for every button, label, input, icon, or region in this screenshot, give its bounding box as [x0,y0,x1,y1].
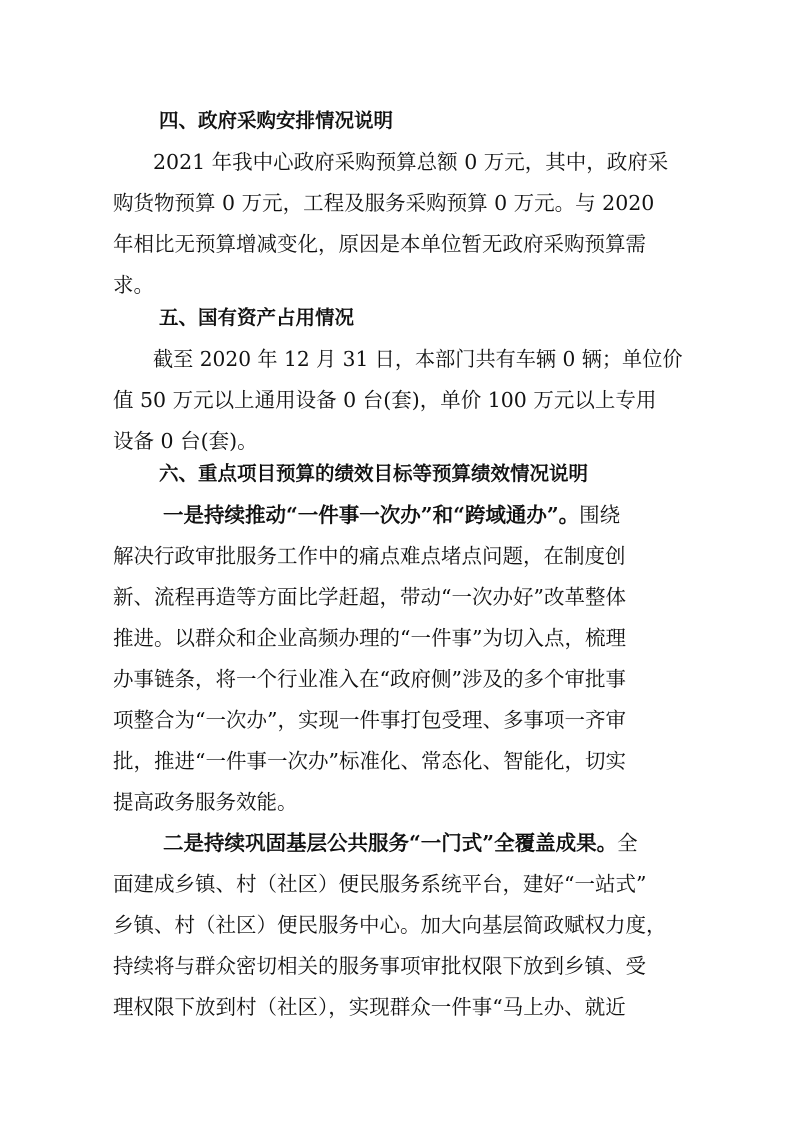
section5-line: 截至 2020 年 12 月 31 日，本部门共有车辆 0 辆；单位价 [153,347,683,371]
para2-lead: 二是持续巩固基层公共服务“一门式”全覆盖成果。 [163,831,618,855]
para1-lead: 一是持续推动“一件事一次办”和“跨域通办”。 [163,503,580,527]
section6-para1-first-line [163,500,620,530]
section6-para1-line: 新、流程再造等方面比学赶超，带动“一次办好”改革整体 [113,585,626,609]
section6-para1-line: 项整合为“一次办”，实现一件事打包受理、多事项一齐审 [113,708,626,732]
section4-line: 求。 [113,273,154,297]
section6-para2-line: 理权限下放到村（社区），实现群众一件事“马上办、就近 [113,995,626,1019]
para2-lead-rest: 全 [617,831,638,855]
section6-para1-line: 批，推进“一件事一次办”标准化、常态化、智能化，切实 [113,749,626,773]
section4-line: 年相比无预算增减变化，原因是本单位暂无政府采购预算需 [113,232,646,256]
section5-heading: 五、国有资产占用情况 [159,306,355,329]
section4-heading: 四、政府采购安排情况说明 [159,109,394,132]
section6-para2-line: 面建成乡镇、村（社区）便民服务系统平台，建好“一站式” [113,872,647,896]
section6-para1-line: 解决行政审批服务工作中的痛点难点堵点问题，在制度创 [113,544,626,568]
section6-para1-line: 推进。以群众和企业高频办理的“一件事”为切入点，梳理 [113,626,626,650]
section6-heading: 六、重点项目预算的绩效目标等预算绩效情况说明 [159,462,589,485]
section5-line: 值 50 万元以上通用设备 0 台(套)，单价 100 万元以上专用 [113,388,657,412]
section4-line: 购货物预算 0 万元，工程及服务采购预算 0 万元。与 2020 [113,191,655,215]
section4-line: 2021 年我中心政府采购预算总额 0 万元，其中，政府采 [153,150,669,174]
section6-para1-line: 提高政务服务效能。 [113,790,298,814]
section6-para2-line: 持续将与群众密切相关的服务事项审批权限下放到乡镇、受 [113,954,646,978]
para1-lead-rest: 围绕 [579,503,621,527]
section5-line: 设备 0 台(套)。 [113,429,258,453]
section6-para2-line: 乡镇、村（社区）便民服务中心。加大向基层简政赋权力度， [113,913,667,937]
section6-para1-line: 办事链条，将一个行业准入在“政府侧”涉及的多个审批事 [113,667,626,691]
section6-para2-first-line [163,828,638,858]
